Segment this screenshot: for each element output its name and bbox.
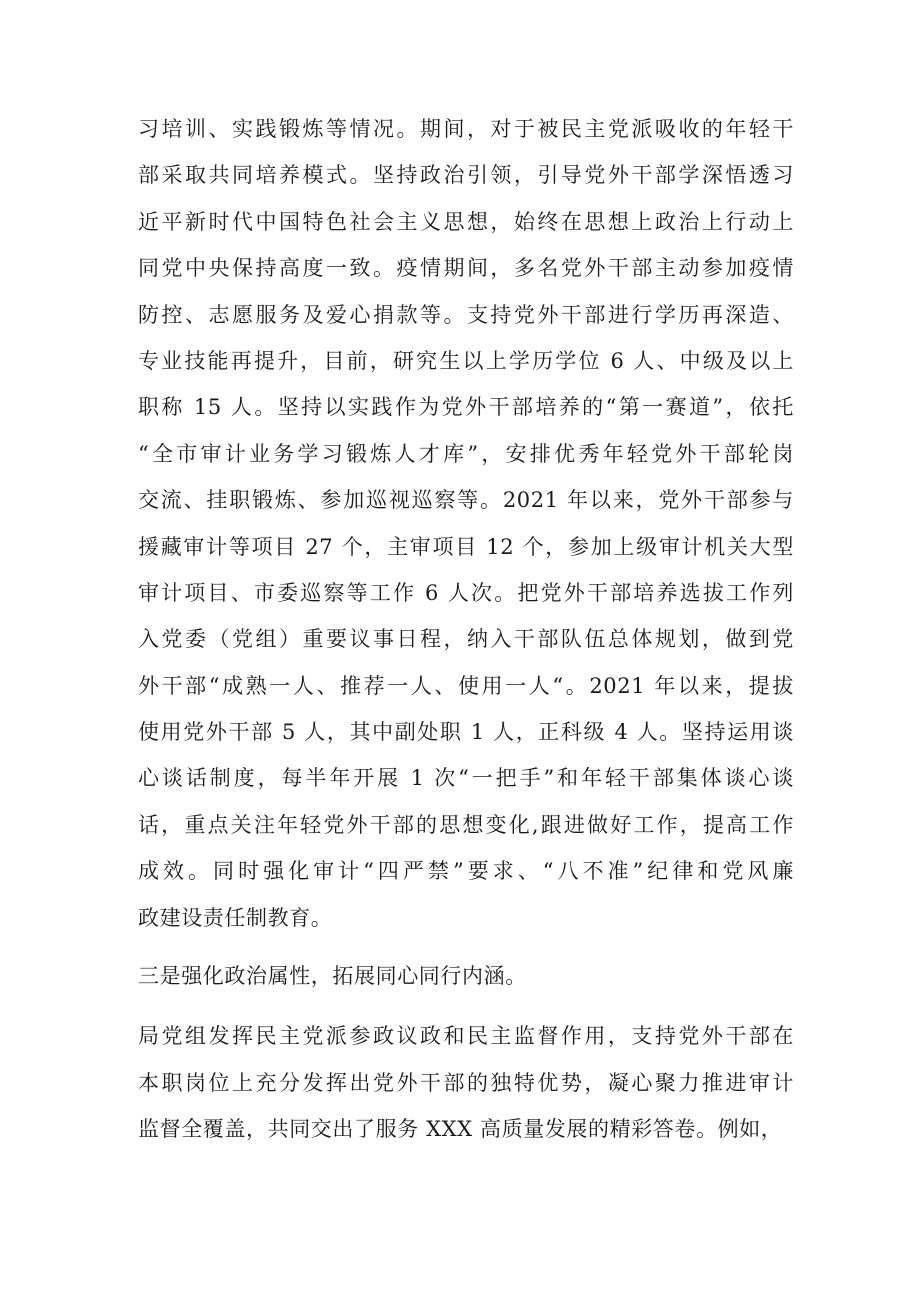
section-heading-political-attribute [138,953,794,999]
paragraph-spacer [138,999,794,1013]
text-line: 习培训、实践锻炼等情况。期间，对于被民主党派吸收的年轻干 [138,117,794,141]
text-line: 交流、挂职锻炼、参加巡视巡察等。2021 年以来，党外干部参与 [138,488,794,513]
text-line: 成效。同时强化审计“四严禁”要求、“八不准”纪律和党风廉 [138,859,794,884]
text-line: 同党中央保持高度一致。疫情期间，多名党外干部主动参加疫情 [138,256,794,281]
text-line: 防控、志愿服务及爱心捐款等。支持党外干部进行学历再深造、 [138,302,794,327]
section-heading: 三是强化政治属性，拓展同心同行内涵。 [138,964,527,989]
text-line: 专业技能再提升，目前，研究生以上学历学位 6 人、中级及以上 [138,348,794,373]
document-body [138,106,794,1153]
text-line: 话，重点关注年轻党外干部的思想变化,跟进做好工作，提高工作 [138,812,794,837]
text-line: 监督全覆盖，共同交出了服务 XXX 高质量发展的精彩答卷。例如， [138,1117,783,1142]
text-line: 部采取共同培养模式。坚持政治引领，引导党外干部学深悟透习 [138,163,794,188]
paragraph-party-supervision [138,1013,794,1152]
text-line: 外干部“成熟一人、推荐一人、使用一人“。2021 年以来，提拔 [138,673,794,698]
text-line: 局党组发挥民主党派参政议政和民主监督作用，支持党外干部在 [138,1024,794,1049]
text-line: “全市审计业务学习锻炼人才库”，安排优秀年轻党外干部轮岗 [138,441,794,466]
text-line: 政建设责任制教育。 [138,905,333,930]
text-line: 援藏审计等项目 27 个，主审项目 12 个，参加上级审计机关大型 [138,534,794,559]
text-line: 近平新时代中国特色社会主义思想，始终在思想上政治上行动上 [138,209,794,234]
text-line: 本职岗位上充分发挥出党外干部的独特优势，凝心聚力推进审计 [138,1070,794,1095]
text-line: 入党委（党组）重要议事日程，纳入干部队伍总体规划，做到党 [138,627,794,652]
paragraph-spacer [138,941,794,953]
text-line: 使用党外干部 5 人，其中副处职 1 人，正科级 4 人。坚持运用谈 [138,720,794,745]
paragraph-cadre-training [138,106,794,941]
text-line: 职称 15 人。坚持以实践作为党外干部培养的“第一赛道”，依托 [138,395,794,420]
text-line: 心谈话制度，每半年开展 1 次“一把手”和年轻干部集体谈心谈 [138,766,794,791]
text-line: 审计项目、市委巡察等工作 6 人次。把党外干部培养选拔工作列 [138,580,794,605]
